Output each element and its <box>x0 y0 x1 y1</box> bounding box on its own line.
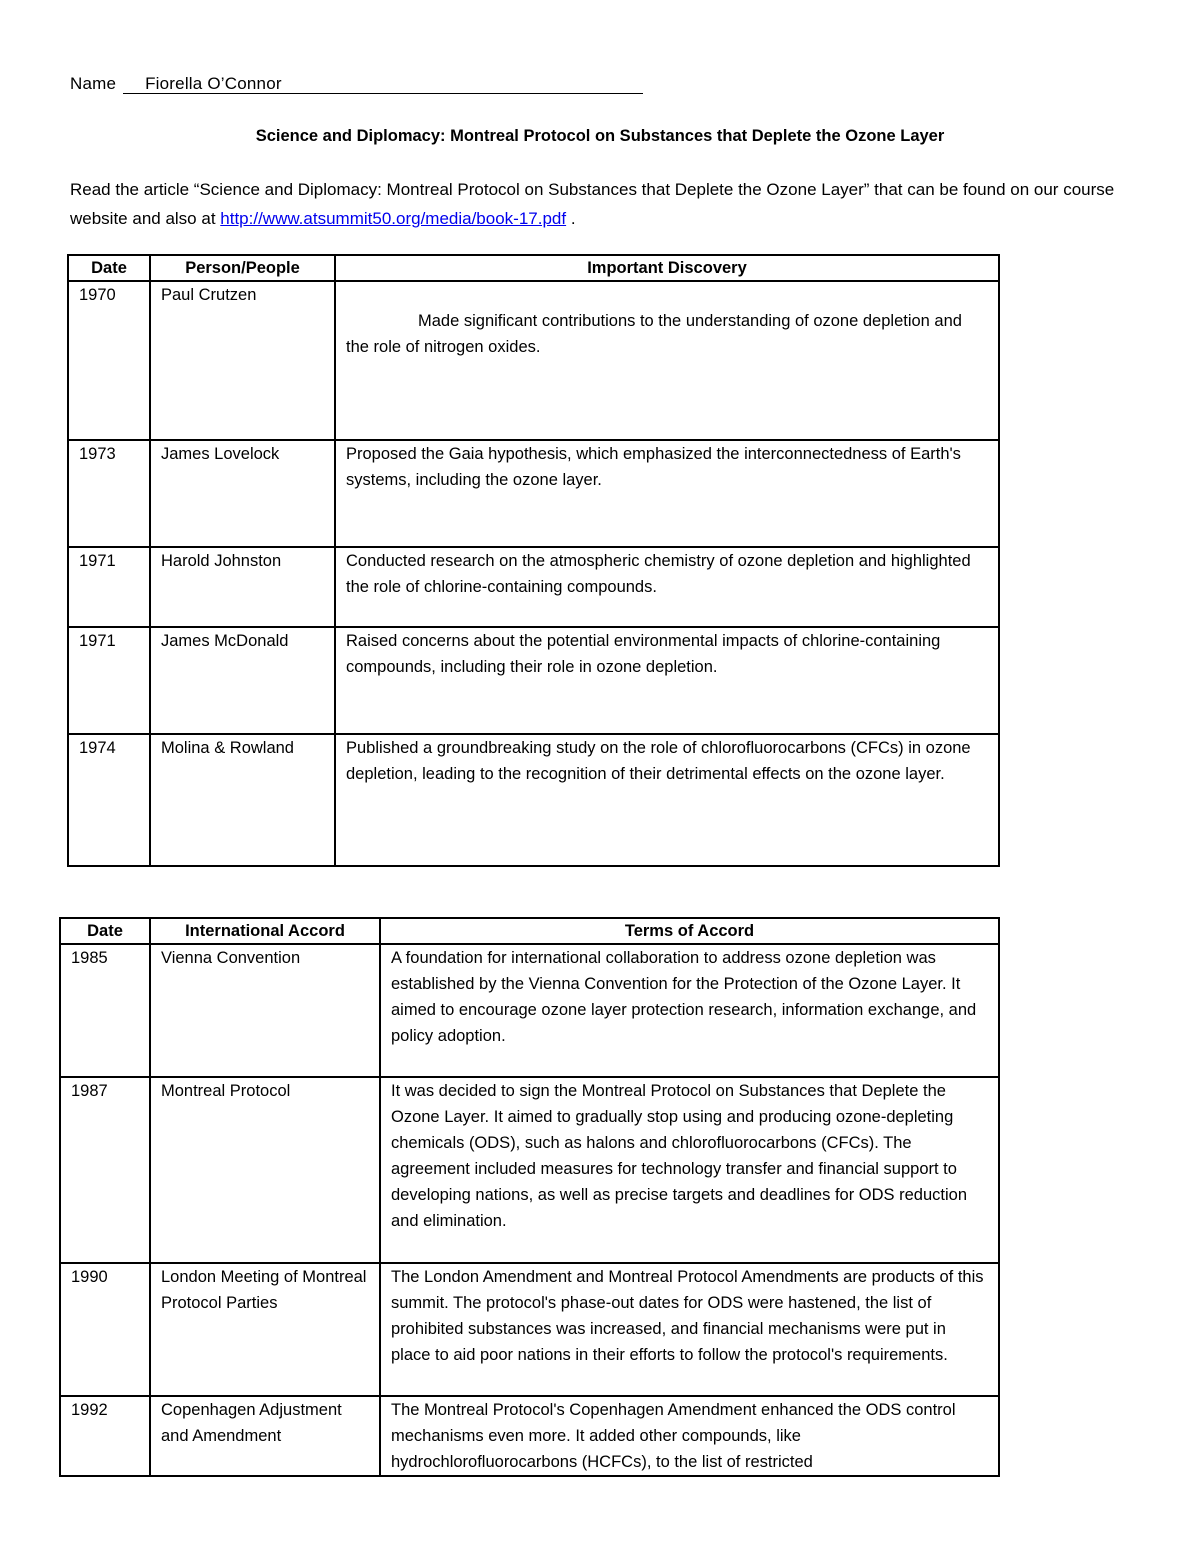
cell-discovery: Raised concerns about the potential environmental impacts of chlorine-containing compounds, including their role in ozone depletion. <box>335 627 999 734</box>
accords-table <box>59 917 1000 1477</box>
table-row <box>68 547 999 627</box>
name-field[interactable]: Fiorella O’Connor <box>123 75 643 94</box>
cell-terms: The London Amendment and Montreal Protocol Amendments are products of this summit. The protocol's phase-out dates for ODS were hastened, the list of prohibited substances was increased, and financial mechanisms were put in place to aid poor nations in their efforts to follow the protocol's requirements. <box>380 1263 999 1396</box>
article-link[interactable]: http://www.atsummit50.org/media/book-17.pdf <box>220 209 567 228</box>
cell-accord: Montreal Protocol <box>150 1077 380 1263</box>
cell-date: 1974 <box>68 734 150 866</box>
table-header-row <box>60 918 999 944</box>
cell-terms: A foundation for international collaboration to address ozone depletion was established by the Vienna Convention for the Protection of the Ozone Layer. It aimed to encourage ozone layer protection research, information exchange, and policy adoption. <box>380 944 999 1077</box>
cell-person: Harold Johnston <box>150 547 335 627</box>
table-row <box>60 1077 999 1263</box>
cell-terms: It was decided to sign the Montreal Protocol on Substances that Deplete the Ozone Layer. It aimed to gradually stop using and producing ozone-depleting chemicals (ODS), such as halons and chlorofluorocarbons (CFCs). The agreement included measures for technology transfer and financial support to developing nations, as well as precise targets and deadlines for ODS reduction and elimination. <box>380 1077 999 1263</box>
header-discovery: Important Discovery <box>335 255 999 281</box>
cell-person: Molina & Rowland <box>150 734 335 866</box>
table-row <box>60 1396 999 1476</box>
cell-date: 1987 <box>60 1077 150 1263</box>
cell-terms: The Montreal Protocol's Copenhagen Amendment enhanced the ODS control mechanisms even more. It added other compounds, like hydrochlorofluorocarbons (HCFCs), to the list of restricted <box>380 1396 999 1476</box>
cell-date: 1973 <box>68 440 150 547</box>
cell-discovery: Conducted research on the atmospheric chemistry of ozone depletion and highlighted the role of chlorine-containing compounds. <box>335 547 999 627</box>
instructions-paragraph <box>70 175 1130 233</box>
cell-date: 1990 <box>60 1263 150 1396</box>
discoveries-table <box>67 254 1000 867</box>
instructions-end: . <box>566 209 576 228</box>
table-row <box>68 734 999 866</box>
table-row <box>68 281 999 440</box>
table-header-row <box>68 255 999 281</box>
cell-date: 1971 <box>68 627 150 734</box>
cell-discovery: Published a groundbreaking study on the role of chlorofluorocarbons (CFCs) in ozone depletion, leading to the recognition of their detrimental effects on the ozone layer. <box>335 734 999 866</box>
cell-person: James McDonald <box>150 627 335 734</box>
header-accord: International Accord <box>150 918 380 944</box>
header-person: Person/People <box>150 255 335 281</box>
instructions-text: Read the article “Science and Diplomacy: Montreal Protocol on Substances that Deplete the Ozone Layer” that can be found on our course website and also at <box>70 180 1115 228</box>
cell-discovery: Proposed the Gaia hypothesis, which emphasized the interconnectedness of Earth's systems, including the ozone layer. <box>335 440 999 547</box>
table-row <box>68 440 999 547</box>
cell-discovery: Made significant contributions to the understanding of ozone depletion and the role of nitrogen oxides. <box>335 281 999 440</box>
cell-accord: Vienna Convention <box>150 944 380 1077</box>
cell-date: 1970 <box>68 281 150 440</box>
cell-accord: London Meeting of Montreal Protocol Parties <box>150 1263 380 1396</box>
cell-person: Paul Crutzen <box>150 281 335 440</box>
name-line <box>70 74 643 94</box>
table-row <box>60 1263 999 1396</box>
cell-accord: Copenhagen Adjustment and Amendment <box>150 1396 380 1476</box>
cell-date: 1985 <box>60 944 150 1077</box>
name-label: Name <box>70 74 117 93</box>
table-row <box>60 944 999 1077</box>
header-date: Date <box>60 918 150 944</box>
header-terms: Terms of Accord <box>380 918 999 944</box>
table-row <box>68 627 999 734</box>
document-title: Science and Diplomacy: Montreal Protocol on Substances that Deplete the Ozone Layer <box>255 127 945 145</box>
cell-person: James Lovelock <box>150 440 335 547</box>
header-date: Date <box>68 255 150 281</box>
cell-date: 1992 <box>60 1396 150 1476</box>
cell-date: 1971 <box>68 547 150 627</box>
